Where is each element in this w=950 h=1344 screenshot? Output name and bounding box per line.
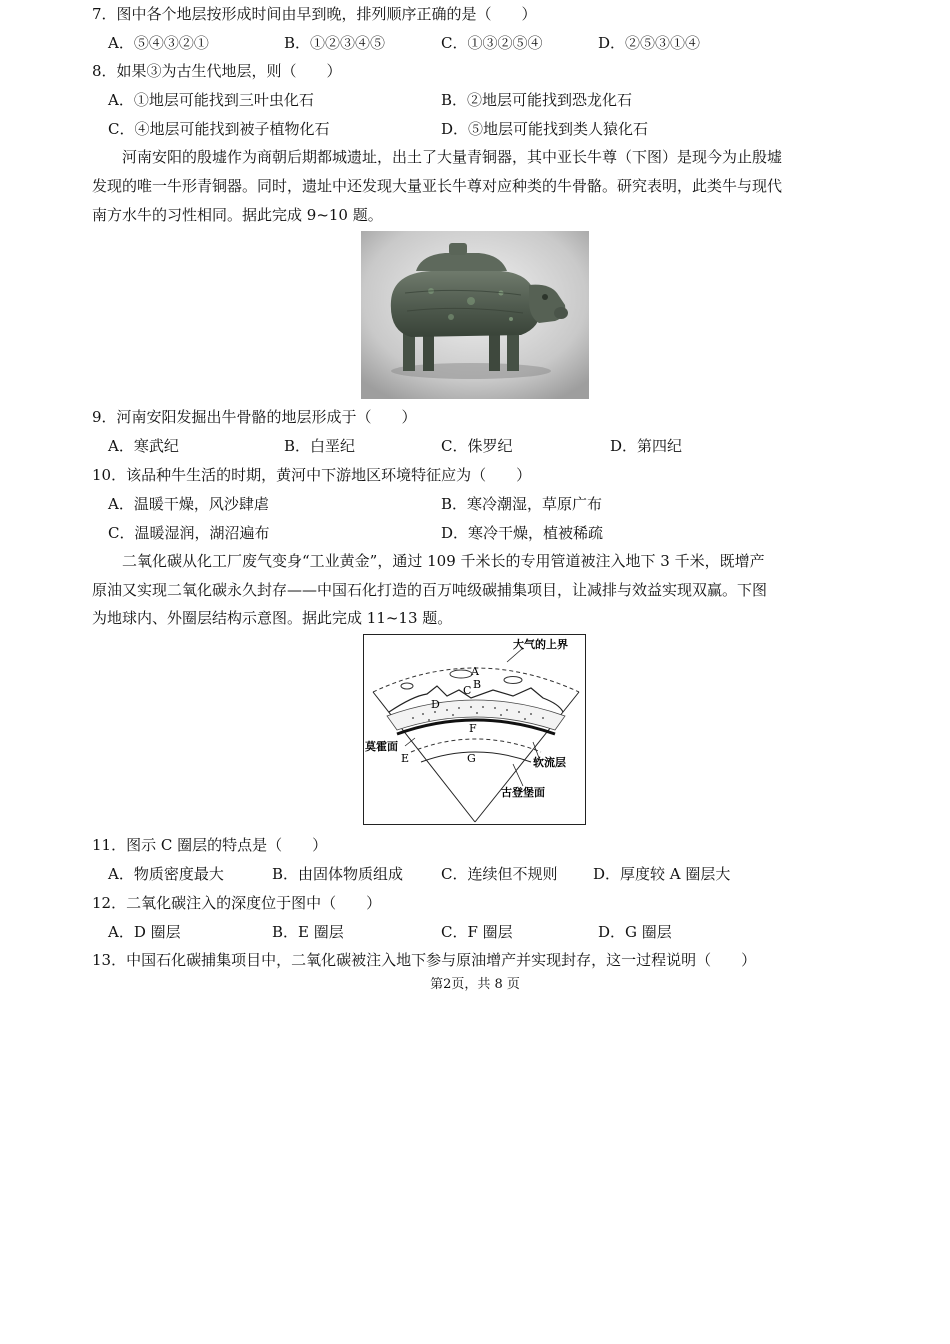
question-12-stem: 12．二氧化碳注入的深度位于图中（ ） xyxy=(92,894,382,912)
q10-option-c: C．温暖湿润，湖沼遍布 xyxy=(108,524,270,542)
q8-option-a: A．①地层可能找到三叶虫化石 xyxy=(108,91,314,109)
q11-option-d: D．厚度较 A 圈层大 xyxy=(593,865,731,883)
passage-2-line-2: 原油又实现二氧化碳永久封存——中国石化打造的百万吨级碳捕集项目，让减排与效益实现双赢。下图 xyxy=(92,581,768,599)
q7-option-a: A．⑤④③②① xyxy=(108,34,209,52)
q11-option-b: B．由固体物质组成 xyxy=(272,865,404,883)
q8-option-b: B．②地层可能找到恐龙化石 xyxy=(441,91,633,109)
q8-option-c: C．④地层可能找到被子植物化石 xyxy=(108,120,330,138)
question-13-stem: 13．中国石化碳捕集项目中，二氧化碳被注入地下参与原油增产并实现封存，这一过程说明（ ） xyxy=(92,951,757,969)
q11-option-c: C．连续但不规则 xyxy=(441,865,558,883)
letter-c: C xyxy=(463,684,472,697)
passage-1-line-3: 南方水牛的习性相同。据此完成 9~10 题。 xyxy=(92,206,383,224)
letter-a: A xyxy=(471,665,479,678)
q11-option-a: A．物质密度最大 xyxy=(108,865,224,883)
q10-option-d: D．寒冷干燥，植被稀疏 xyxy=(441,524,604,542)
letter-f: F xyxy=(469,722,477,735)
label-moho: 莫霍面 xyxy=(365,740,398,753)
page-footer: 第2页，共 8 页 xyxy=(430,977,520,992)
q7-option-c: C．①③②⑤④ xyxy=(441,34,543,52)
passage-1-line-1: 河南安阳的殷墟作为商朝后期都城遗址，出土了大量青铜器，其中亚长牛尊（下图）是现今为止殷墟 xyxy=(122,148,783,166)
question-11-stem: 11．图示 C 圈层的特点是（ ） xyxy=(92,836,328,854)
label-gutenberg: 古登堡面 xyxy=(501,786,545,799)
bronze-ox-zun-photo xyxy=(361,231,589,399)
label-asthenosphere: 软流层 xyxy=(533,756,566,769)
q10-option-a: A．温暖干燥，风沙肆虐 xyxy=(108,495,269,513)
q9-option-d: D．第四纪 xyxy=(610,437,683,455)
q12-option-d: D．G 圈层 xyxy=(598,923,672,941)
q9-option-a: A．寒武纪 xyxy=(108,437,179,455)
letter-d: D xyxy=(431,698,440,711)
q9-option-c: C．侏罗纪 xyxy=(441,437,513,455)
letter-g: G xyxy=(467,752,476,765)
passage-2-line-1: 二氧化碳从化工厂废气变身“工业黄金”，通过 109 千米长的专用管道被注入地下 3 千米，既增产 xyxy=(122,552,765,570)
passage-2-line-3: 为地球内、外圈层结构示意图。据此完成 11~13 题。 xyxy=(92,609,453,627)
q10-option-b: B．寒冷潮湿，草原广布 xyxy=(441,495,603,513)
q7-option-d: D．②⑤③①④ xyxy=(598,34,701,52)
question-9-stem: 9．河南安阳发掘出牛骨骼的地层形成于（ ） xyxy=(92,408,417,426)
q12-option-c: C．F 圈层 xyxy=(441,923,513,941)
question-8-stem: 8．如果③为古生代地层，则（ ） xyxy=(92,62,342,80)
q9-option-b: B．白垩纪 xyxy=(284,437,356,455)
q12-option-a: A．D 圈层 xyxy=(108,923,181,941)
letter-b: B xyxy=(473,678,482,691)
earth-spheres-diagram xyxy=(363,634,586,825)
question-10-stem: 10．该品种牛生活的时期，黄河中下游地区环境特征应为（ ） xyxy=(92,466,532,484)
letter-e: E xyxy=(401,752,410,765)
label-atmosphere-top: 大气的上界 xyxy=(513,638,568,651)
question-7-stem: 7．图中各个地层按形成时间由早到晚，排列顺序正确的是（ ） xyxy=(92,5,537,23)
passage-1-line-2: 发现的唯一牛形青铜器。同时，遗址中还发现大量亚长牛尊对应种类的牛骨骼。研究表明，此类牛与现代 xyxy=(92,177,783,195)
q8-option-d: D．⑤地层可能找到类人猿化石 xyxy=(441,120,649,138)
q7-option-b: B．①②③④⑤ xyxy=(284,34,386,52)
q12-option-b: B．E 圈层 xyxy=(272,923,344,941)
